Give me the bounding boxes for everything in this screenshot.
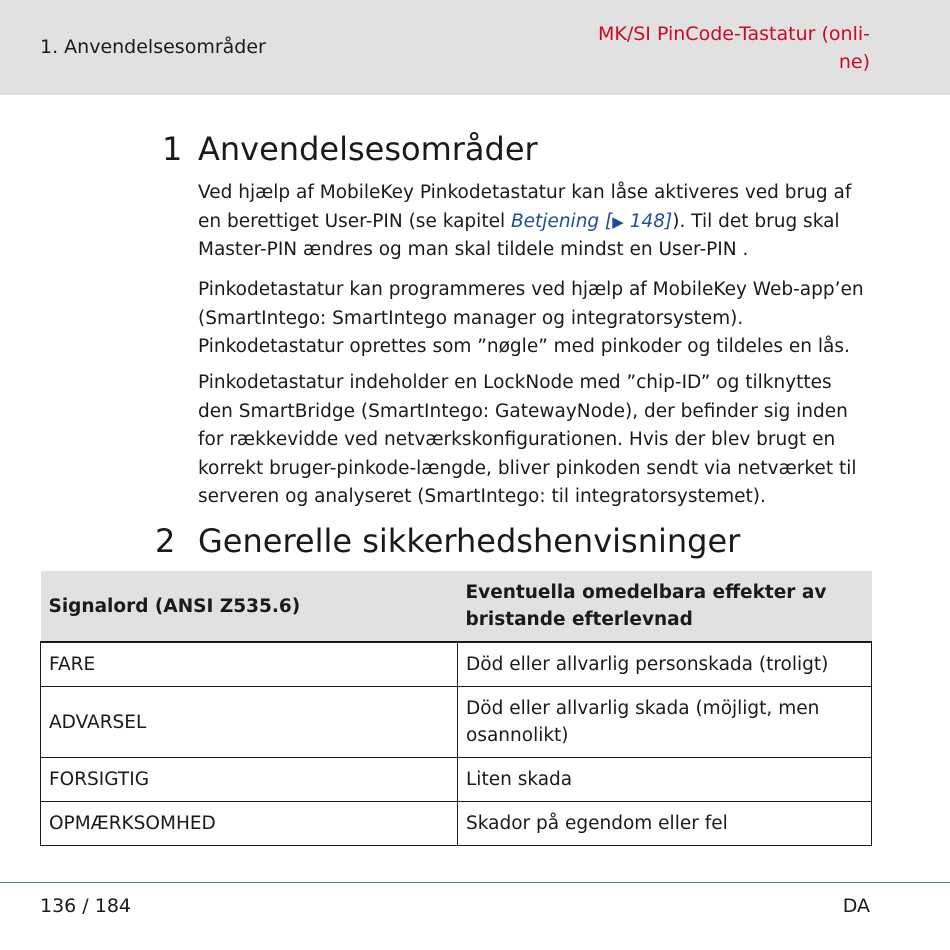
header-product-line2: ne)	[838, 51, 870, 73]
table-header-signal-word: Signalord (ANSI Z535.6)	[41, 571, 458, 642]
section-2-title: Generelle sikkerhedshenvisninger	[198, 522, 741, 560]
header-product-line1: MK/SI PinCode-Tastatur (onli-	[597, 23, 870, 45]
signal-word-table	[40, 571, 872, 846]
table-row	[41, 687, 872, 758]
paragraph-1-text-a: Ved hjælp af MobileKey Pinkodetastatur kan låse aktiveres ved brug af en berettiget User-PIN (se kapitel	[198, 182, 852, 232]
xref-page: 148]	[623, 210, 673, 232]
table-row	[41, 642, 872, 687]
section-1-heading	[162, 130, 538, 168]
section-2-number: 2	[155, 522, 176, 560]
page-number: 136 / 184	[40, 895, 132, 917]
section-1-paragraph-1	[198, 179, 866, 265]
table-cell-effect: Liten skada	[458, 758, 872, 802]
footer-divider	[0, 882, 950, 883]
table-cell-signal-word: ADVARSEL	[41, 687, 458, 758]
header-chapter: 1. Anvendelsesområder	[40, 36, 266, 58]
table-cell-effect: Död eller allvarlig personskada (troligt)	[458, 642, 872, 687]
table-cell-signal-word: FORSIGTIG	[41, 758, 458, 802]
table-header-row	[41, 571, 872, 642]
section-1-paragraph-3: Pinkodetastatur indeholder en LockNode med ”chip-ID” og tilknyttes den SmartBridge (SmartIntego: GatewayNode), der befinder sig inden for rækkevidde ved netværkskonfigurationen. Hvis der blev brugt en korrekt bruger-pinkode-længde, bliver pinkoden sendt via netværket til serveren og analyseret (SmartIntego: til integratorsystemet).	[198, 372, 857, 507]
section-2-heading	[155, 522, 740, 560]
table-row	[41, 758, 872, 802]
paragraph-1-text-b: ). Til det brug skal Master-PIN ændres og man skal tildele mindst en User-PIN .	[198, 210, 840, 260]
xref-text: Betjening [	[510, 210, 613, 232]
table-header-effects: Eventuella omedelbara effekter av bristande efterlevnad	[458, 571, 872, 642]
header-product-title	[550, 20, 870, 76]
page-header	[0, 0, 950, 95]
table-cell-effect: Död eller allvarlig skada (möjligt, men osannolikt)	[458, 687, 872, 758]
table-cell-signal-word: OPMÆRKSOMHED	[41, 802, 458, 846]
table-cell-effect: Skador på egendom eller fel	[458, 802, 872, 846]
section-1-number: 1	[162, 130, 183, 168]
section-1-paragraph-2: Pinkodetastatur kan programmeres ved hjælp af MobileKey Web-app’en (SmartIntego: SmartIntego manager og integratorsystem). Pinkodetastatur oprettes som ”nøgle” med pinkoder og tildeles en lås.	[198, 279, 864, 357]
table-row	[41, 802, 872, 846]
table-cell-signal-word: FARE	[41, 642, 458, 687]
play-arrow-icon: ▶	[612, 212, 624, 231]
language-code: DA	[842, 895, 870, 917]
cross-reference-link[interactable]	[511, 211, 672, 232]
section-1-title: Anvendelsesområder	[198, 130, 538, 168]
